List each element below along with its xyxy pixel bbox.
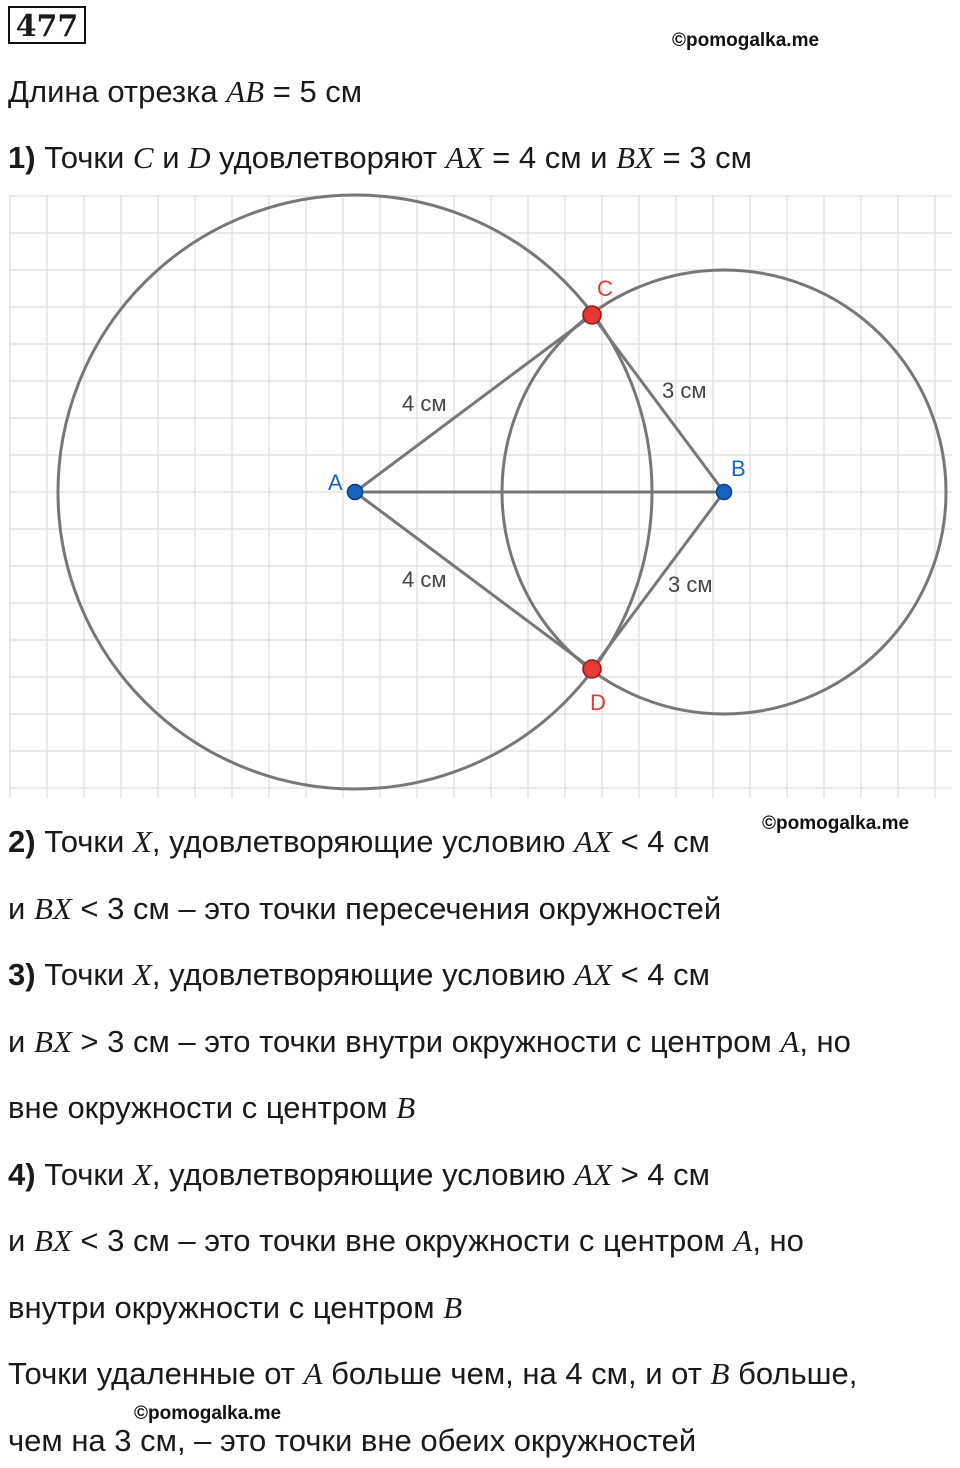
point-c-label: C xyxy=(597,276,613,301)
conclusion-line-cont: чем на 3 см, – это точки вне обеих окружностей xyxy=(8,1423,697,1458)
label-bd: 3 см xyxy=(668,572,713,597)
task-number: 477 xyxy=(8,6,86,44)
label-ad: 4 см xyxy=(402,567,447,592)
item-1-line: 1) Точки C и D удовлетворяют AX = 4 см и BX = 3 см xyxy=(8,140,752,175)
segment-bc xyxy=(592,315,724,492)
watermark-middle: ©pomogalka.me xyxy=(762,813,910,834)
item-4-line: 4) Точки X, удовлетворяющие условию AX > 4 см xyxy=(8,1157,710,1192)
point-b xyxy=(717,485,732,500)
item-4-line-end: внутри окружности с центром B xyxy=(8,1290,463,1325)
item-3-line-end: вне окружности с центром B xyxy=(8,1090,416,1125)
item-3-line-cont: и BX > 3 см – это точки внутри окружности с центром A, но xyxy=(8,1024,851,1059)
watermark-bottom: ©pomogalka.me xyxy=(134,1403,282,1424)
item-3-line: 3) Точки X, удовлетворяющие условию AX < 4 см xyxy=(8,957,710,992)
point-b-label: B xyxy=(731,456,746,481)
item-4-line-cont: и BX < 3 см – это точки вне окружности с центром A, но xyxy=(8,1223,804,1258)
item-2-line-cont: и BX < 3 см – это точки пересечения окружностей xyxy=(8,891,722,926)
watermark-top: ©pomogalka.me xyxy=(672,30,820,51)
segment-ac xyxy=(355,315,592,492)
label-bc: 3 см xyxy=(662,378,707,403)
conclusion-line: Точки удаленные от A больше чем, на 4 см, и от B больше, xyxy=(8,1356,858,1391)
label-ac: 4 см xyxy=(402,391,447,416)
point-c xyxy=(583,306,601,324)
point-a xyxy=(348,485,363,500)
item-2-line: 2) Точки X, удовлетворяющие условию AX < 4 см xyxy=(8,824,710,859)
point-a-label: A xyxy=(328,470,343,495)
segment-length-line: Длина отрезка AB = 5 см xyxy=(8,74,363,109)
point-d-label: D xyxy=(590,690,606,715)
point-d xyxy=(583,660,601,678)
segment-ad xyxy=(355,492,592,669)
